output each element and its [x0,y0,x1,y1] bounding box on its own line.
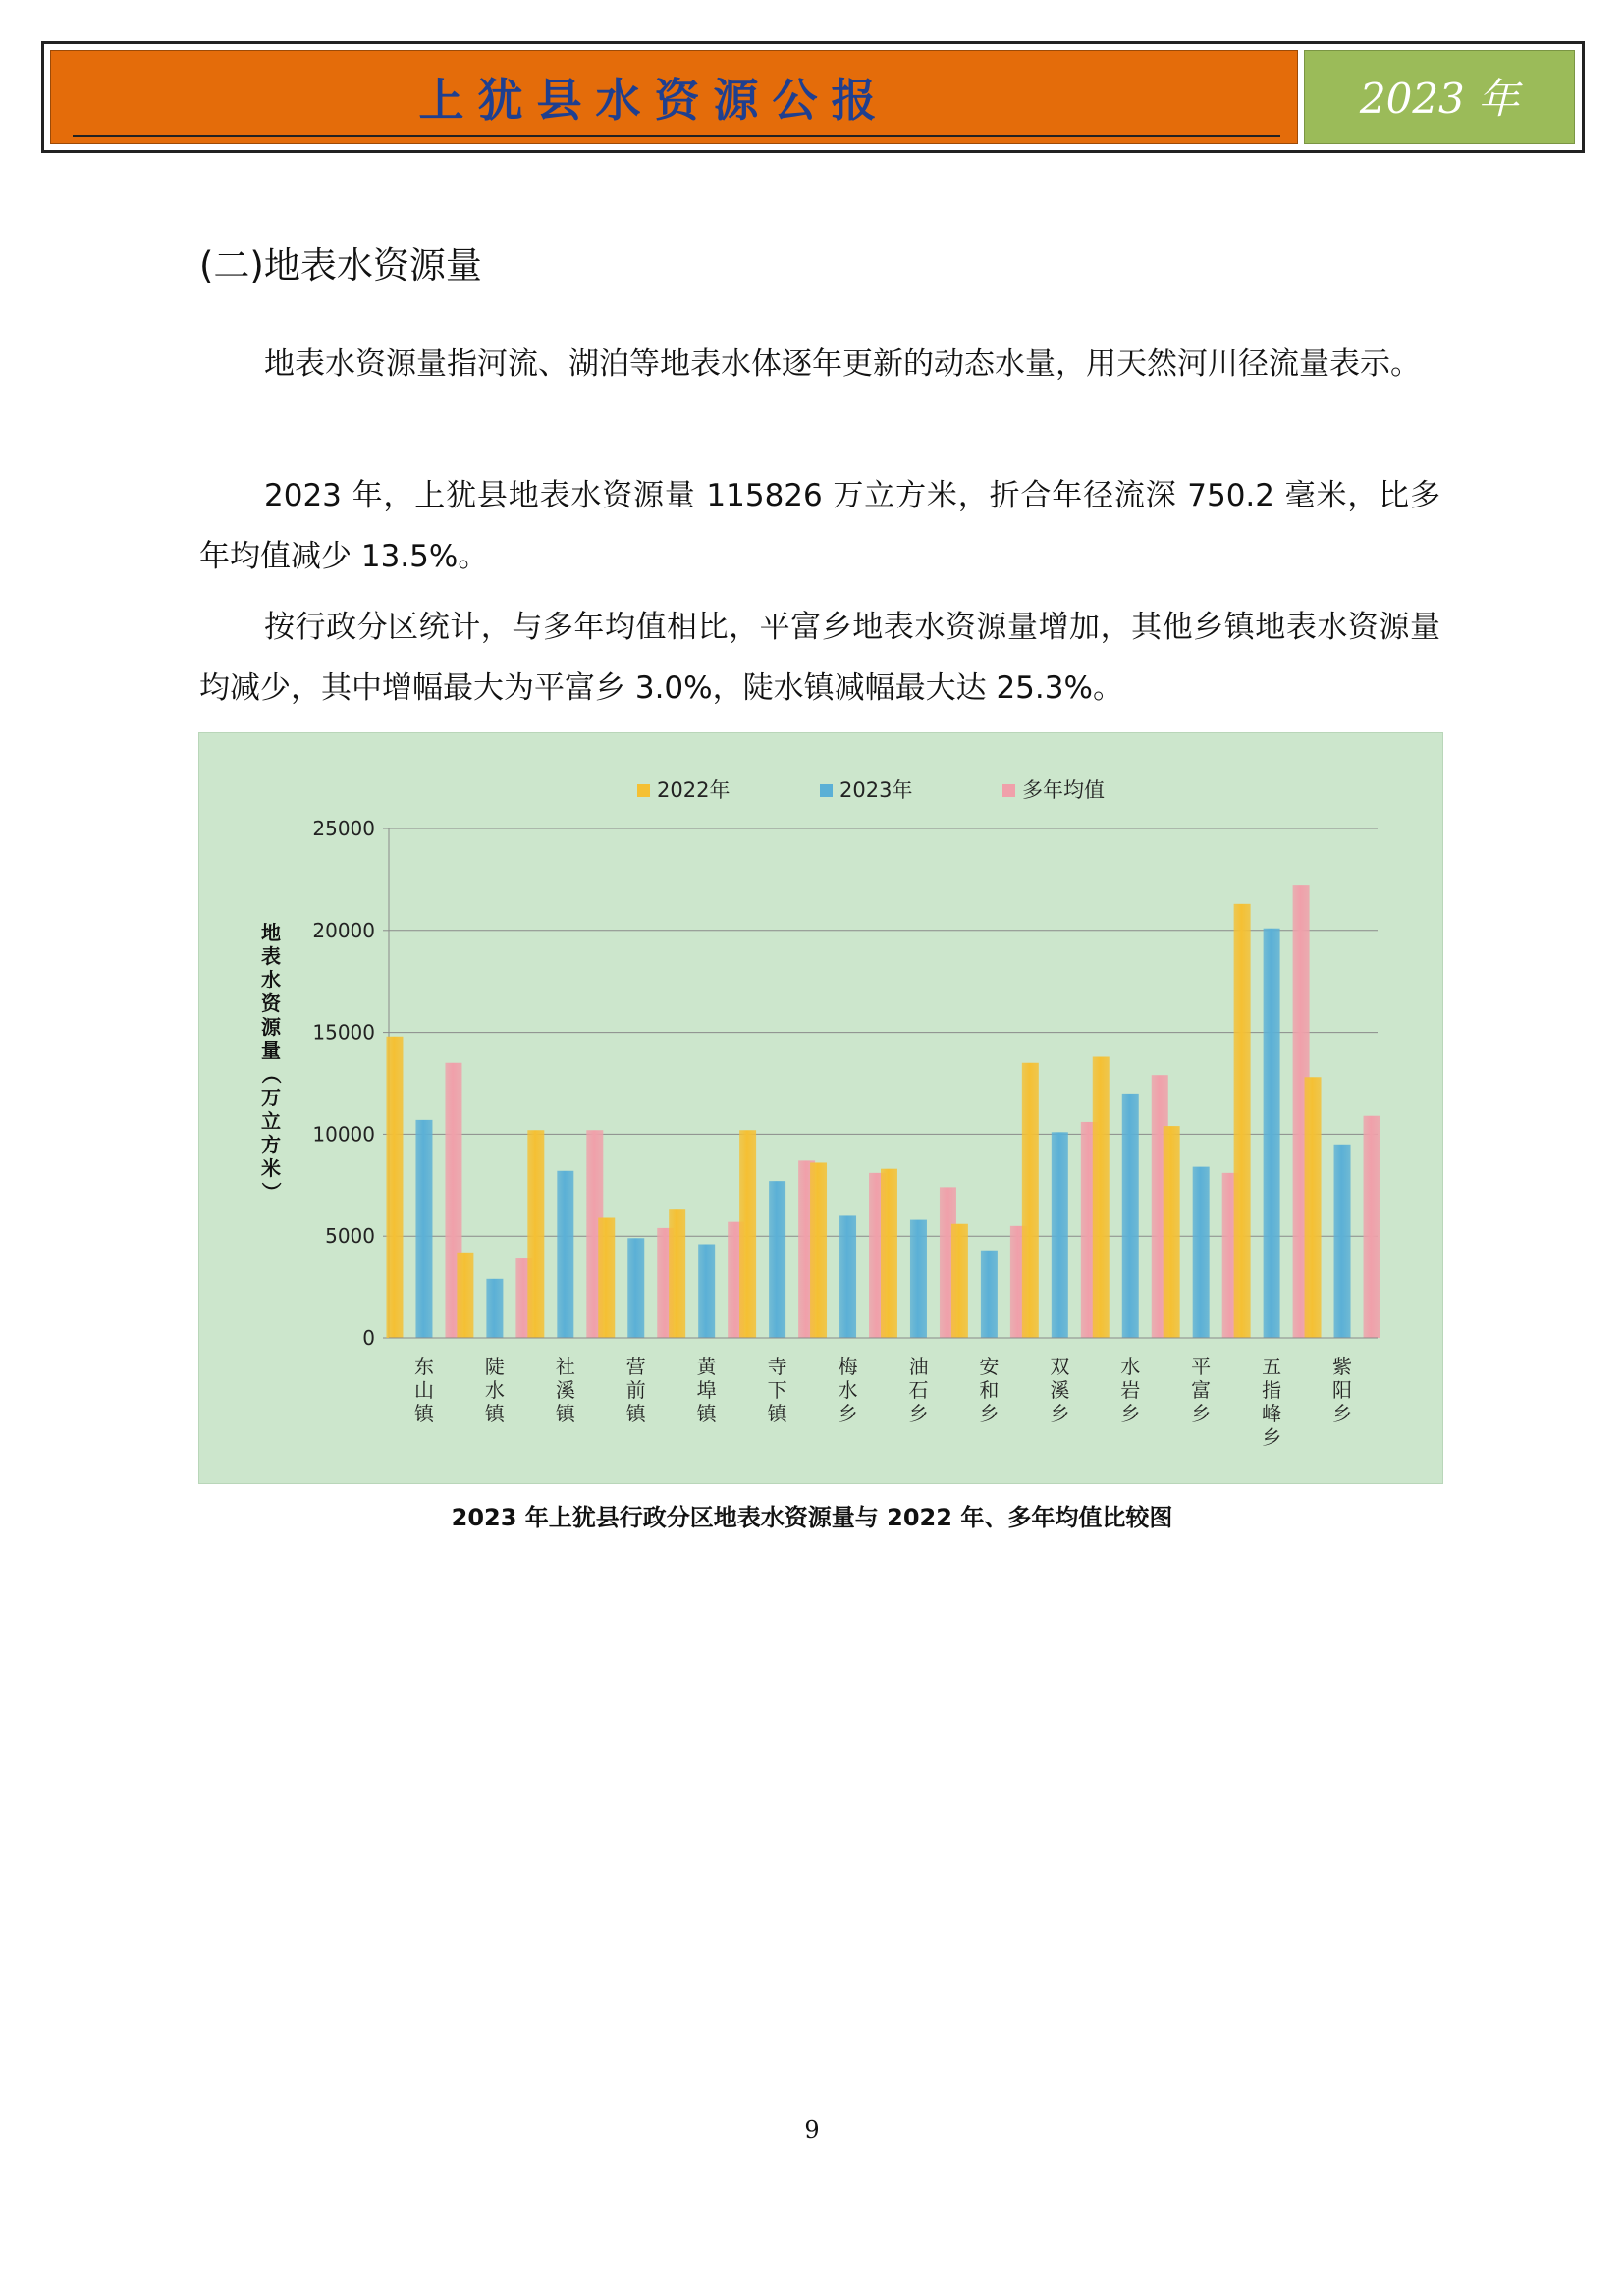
x-tick-label-char: 紫 [1332,1355,1353,1378]
bar-chart [198,732,1443,1484]
y-tick-label: 20000 [312,918,375,942]
bar-2023年 [839,1215,856,1338]
bar-2022年 [1234,904,1251,1338]
header-title-panel [50,50,1298,144]
paragraph-definition: 地表水资源量指河流、湖泊等地表水体逐年更新的动态水量，用天然河川径流量表示。 [264,347,1421,382]
bar-2022年 [386,1037,403,1338]
x-tick-label-char: 安 [979,1355,1000,1378]
report-year: 2023 年 [1359,75,1520,123]
x-tick-label-char: 岩 [1120,1378,1141,1402]
y-axis-label-char: 方 [261,1133,281,1156]
x-tick-label-char: 平 [1191,1355,1212,1378]
y-tick-label: 5000 [325,1224,375,1249]
x-tick-label-char: 峰 [1262,1402,1282,1425]
y-axis-label-char: 资 [261,991,281,1015]
x-tick-label-char: 阳 [1332,1378,1353,1402]
y-axis-label-char: 源 [261,1015,281,1039]
bar-多年均值 [1364,1116,1380,1338]
bar-2023年 [1193,1167,1210,1338]
x-tick-label-char: 社 [555,1355,575,1378]
x-tick-label-char: 水 [838,1378,858,1402]
bar-2023年 [415,1120,432,1338]
legend-label: 2023年 [839,778,913,802]
x-tick-label-char: 和 [979,1378,1000,1402]
bar-2023年 [698,1245,715,1338]
header-year-panel [1304,50,1575,144]
y-axis-label-char: ） [259,1182,283,1201]
y-tick-label: 0 [362,1326,375,1350]
x-tick-label-char: 山 [413,1378,434,1402]
y-tick-label: 25000 [312,817,375,840]
x-tick-label-char: 镇 [767,1402,787,1425]
x-tick-label-char: 指 [1262,1378,1282,1402]
bar-2023年 [1264,929,1280,1338]
x-tick-label-char: 乡 [1332,1402,1353,1425]
y-tick-label: 15000 [312,1020,375,1044]
chart-caption: 2023 年上犹县行政分区地表水资源量与 2022 年、多年均值比较图 [451,1504,1173,1531]
bar-2022年 [527,1130,544,1338]
y-axis-label-char: 地 [261,921,281,944]
x-tick-label-char: 梅 [838,1355,858,1378]
x-tick-label-char: 乡 [1191,1402,1212,1425]
x-tick-label-char: 油 [908,1355,929,1378]
legend-swatch [820,784,833,797]
x-tick-label-char: 营 [625,1355,646,1378]
legend-label: 多年均值 [1022,778,1105,802]
bar-2022年 [1305,1077,1322,1338]
bar-2022年 [951,1224,968,1338]
bar-2022年 [1093,1057,1110,1338]
x-tick-label-char: 水 [484,1378,505,1402]
x-tick-label-char: 水 [1120,1355,1141,1378]
bar-2022年 [669,1209,685,1338]
x-tick-label-char: 镇 [625,1402,646,1425]
bar-2022年 [1164,1126,1180,1338]
bar-2022年 [1022,1063,1039,1338]
bar-2022年 [810,1162,827,1338]
x-tick-label-char: 富 [1191,1378,1212,1402]
y-axis-label-char: 水 [261,968,281,991]
bar-2022年 [457,1253,473,1338]
y-tick-label: 10000 [312,1122,375,1147]
report-title: 上犹县水资源公报 [418,74,891,127]
y-axis-label-char: 立 [261,1109,281,1133]
x-tick-label-char: 黄 [696,1355,717,1378]
bar-2023年 [981,1251,998,1338]
legend-swatch [1002,784,1015,797]
x-tick-label-char: 镇 [413,1402,434,1425]
x-tick-label-char: 溪 [1050,1378,1070,1402]
x-tick-label-char: 镇 [555,1402,575,1425]
section-heading: (二)地表水资源量 [199,244,482,287]
bar-2022年 [598,1218,615,1338]
bar-2023年 [486,1279,503,1338]
x-tick-label-char: 溪 [555,1378,575,1402]
legend-label: 2022年 [657,778,731,802]
paragraph-annual-total: 2023 年，上犹县地表水资源量 115826 万立方米，折合年径流深 750.2 毫米，比多年均值减少 13.5%。 [199,478,1440,574]
x-tick-label-char: 前 [625,1378,646,1402]
x-tick-label-char: 五 [1262,1355,1282,1378]
y-axis-label-char: 表 [261,944,281,968]
report-header [41,41,1585,153]
x-tick-label-char: 乡 [838,1402,858,1425]
x-tick-label-char: 陡 [484,1355,505,1378]
x-tick-label-char: 东 [413,1355,434,1378]
y-axis-label-char: 量 [261,1039,281,1062]
x-tick-label-char: 乡 [979,1402,1000,1425]
y-axis-label-char: （ [259,1064,283,1084]
bar-2023年 [557,1171,573,1338]
legend-swatch [637,784,650,797]
x-tick-label-char: 乡 [1050,1402,1070,1425]
x-tick-label-char: 寺 [767,1355,787,1378]
x-tick-label-char: 镇 [696,1402,717,1425]
x-tick-label-char: 下 [767,1378,787,1402]
header-underline [73,135,1280,137]
chart-canvas [199,733,1444,1485]
bar-2022年 [739,1130,756,1338]
bar-2023年 [627,1238,644,1338]
x-tick-label-char: 乡 [1120,1402,1141,1425]
bar-2023年 [769,1181,785,1338]
bar-2023年 [1052,1132,1068,1338]
y-axis-label-char: 米 [261,1156,281,1180]
x-tick-label-char: 石 [908,1378,929,1402]
x-tick-label-char: 乡 [908,1402,929,1425]
page-number: 9 [804,2116,820,2144]
bar-2023年 [1122,1094,1139,1338]
x-tick-label-char: 埠 [696,1378,717,1402]
x-tick-label-char: 镇 [484,1402,505,1425]
x-tick-label-char: 双 [1050,1355,1070,1378]
paragraph-district-stats: 按行政分区统计，与多年均值相比，平富乡地表水资源量增加，其他乡镇地表水资源量均减少，其中增幅最大为平富乡 3.0%，陡水镇减幅最大达 25.3%。 [199,610,1440,706]
bar-2022年 [881,1169,897,1338]
bar-2023年 [1334,1145,1351,1338]
x-tick-label-char: 乡 [1262,1425,1282,1449]
bar-2023年 [910,1220,927,1338]
y-axis-label-char: 万 [261,1086,281,1109]
